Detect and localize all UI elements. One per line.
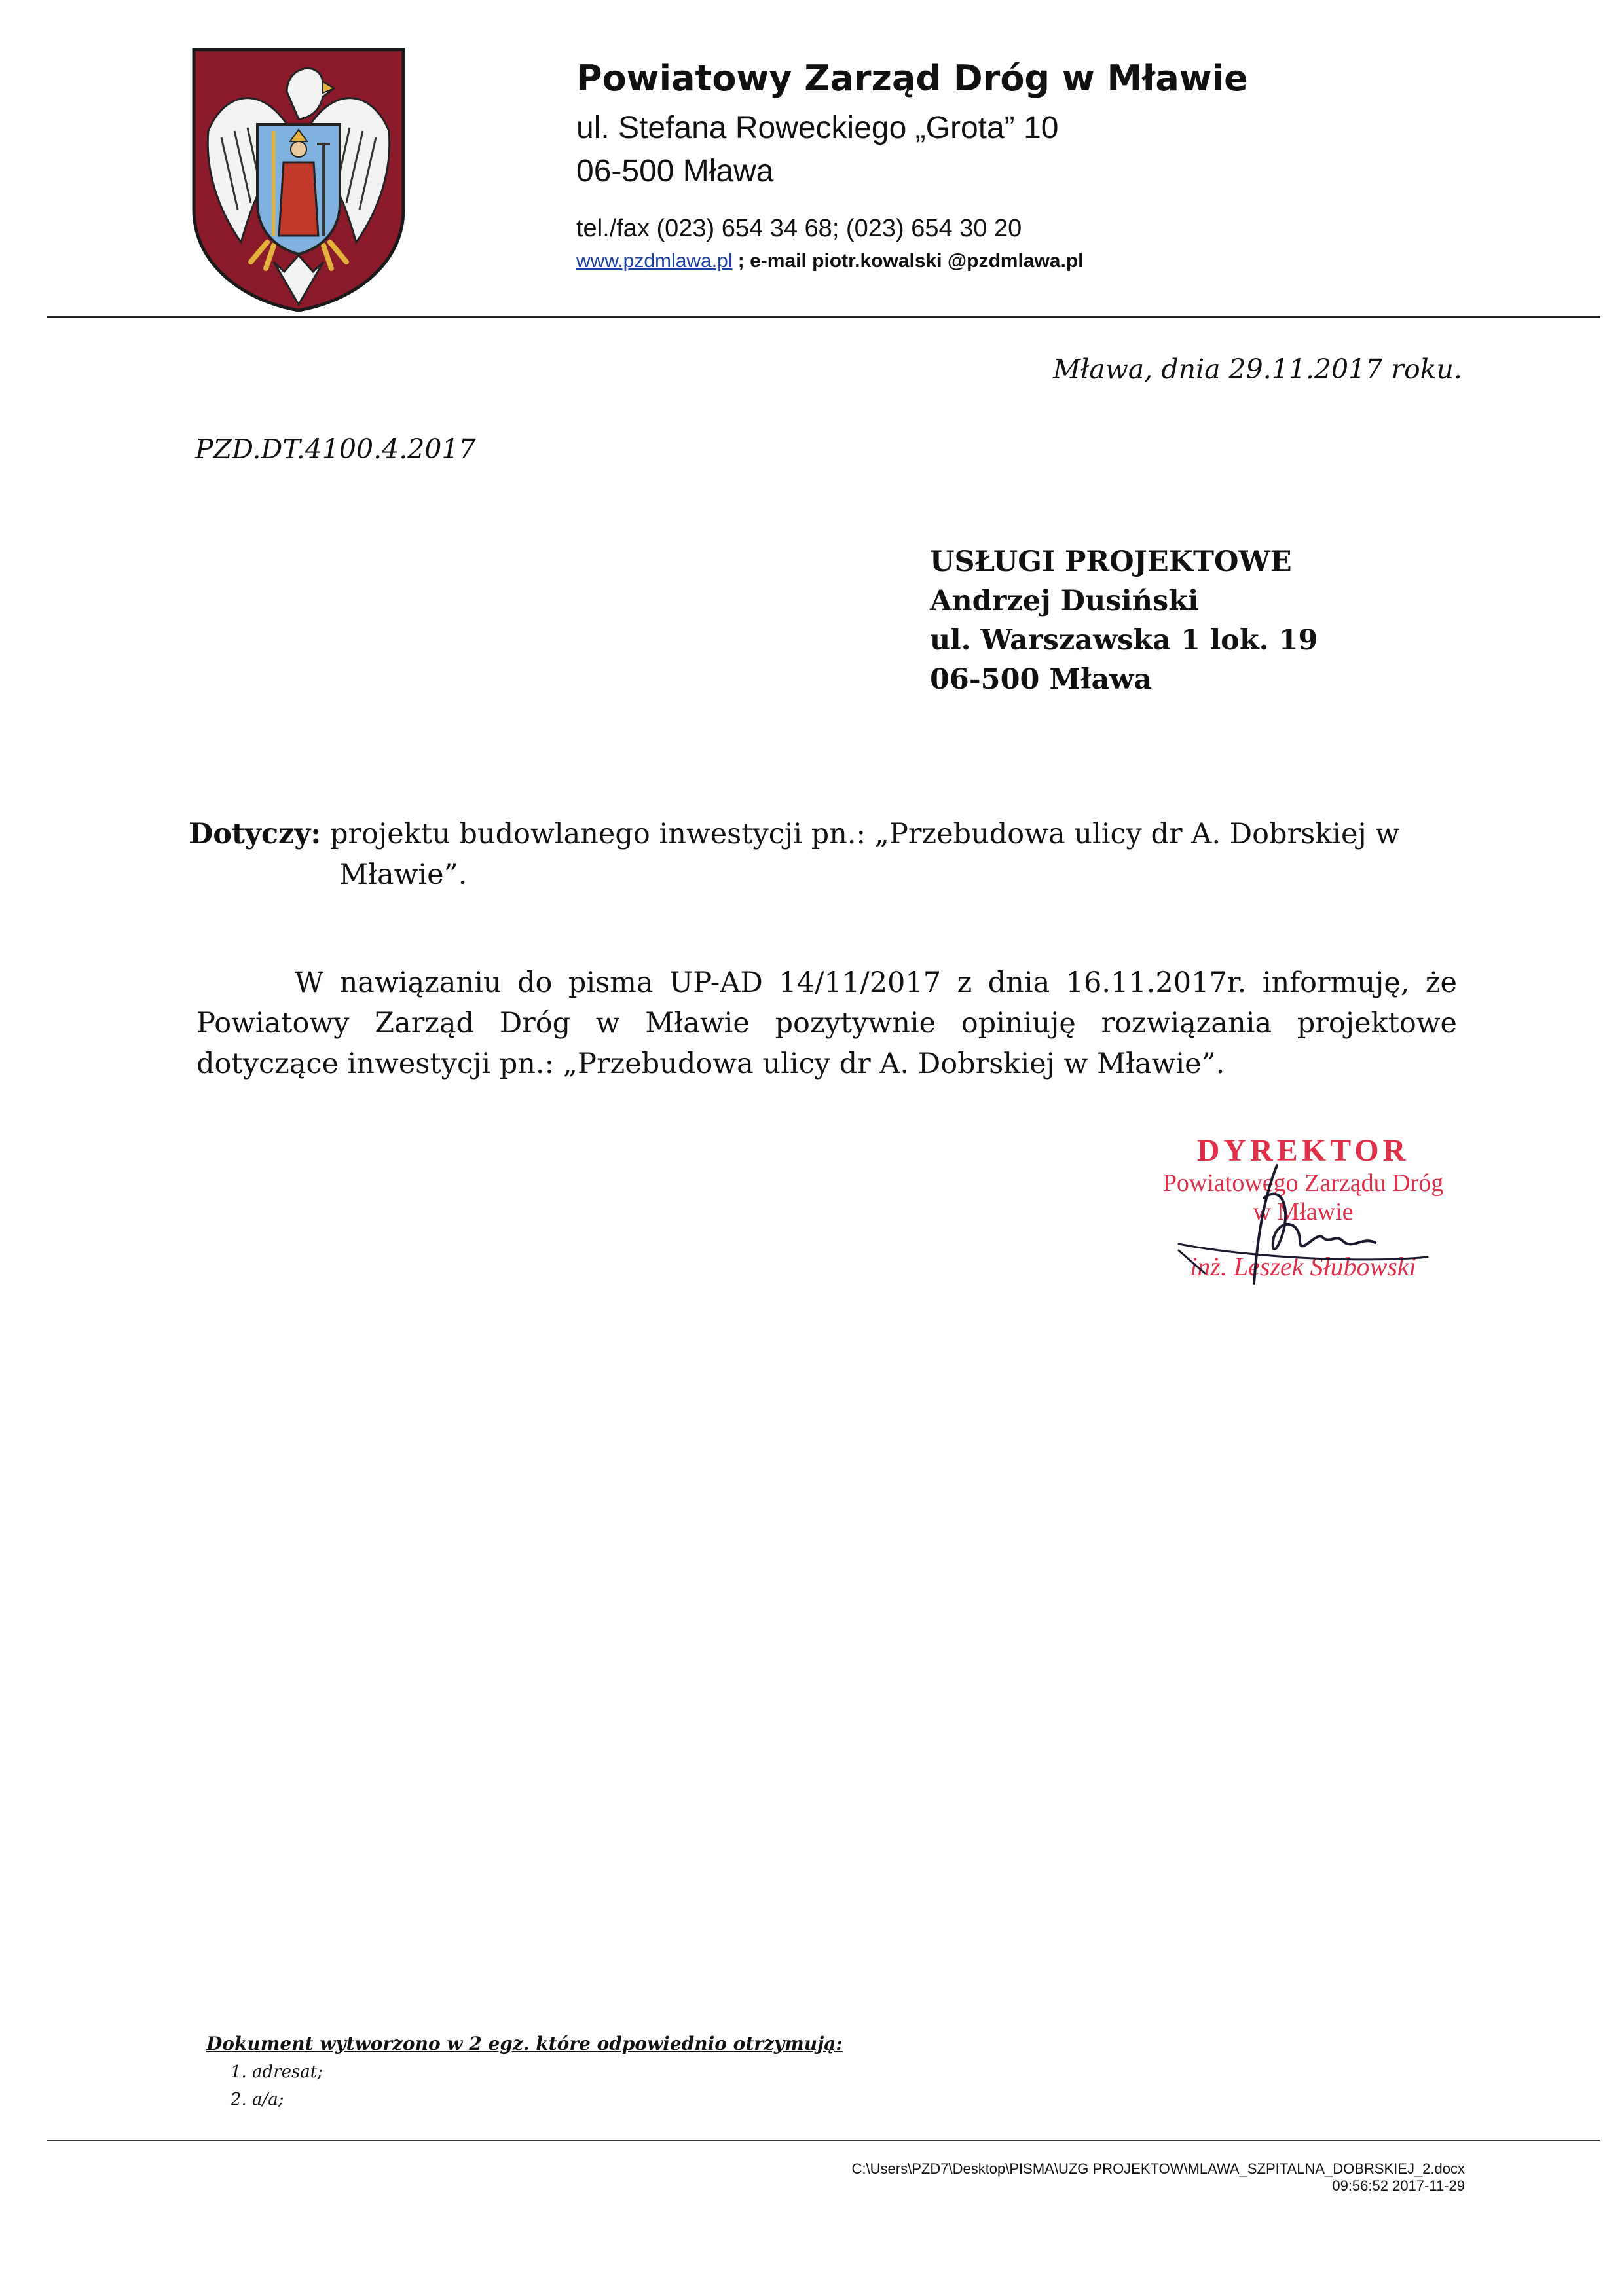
organization-street: ul. Stefana Roweckiego „Grota” 10 bbox=[576, 111, 1059, 145]
body-paragraph: W nawiązaniu do pisma UP-AD 14/11/2017 z dnia 16.11.2017r. informuję, że Powiatowy Zarząd Dróg w Mławie pozytywnie opiniuję rozwiązania projektowe dotyczące inwestycji pn.: „Przebudowa ulicy dr A. Dobrskiej w Mławie”. bbox=[196, 966, 1457, 1080]
handwritten-signature-icon bbox=[1166, 1159, 1441, 1303]
website-link[interactable]: www.pzdmlawa.pl bbox=[576, 250, 733, 272]
organization-phone: tel./fax (023) 654 34 68; (023) 654 30 20 bbox=[576, 215, 1022, 242]
reference-number: PZD.DT.4100.4.2017 bbox=[195, 433, 476, 465]
letter-date: Mława, dnia 29.11.2017 roku. bbox=[1053, 354, 1462, 385]
coat-of-arms-icon bbox=[189, 46, 409, 314]
stamp-signatory-name: inż. Leszek Słubowski bbox=[1190, 1252, 1416, 1281]
file-timestamp: 09:56:52 2017-11-29 bbox=[1332, 2178, 1465, 2194]
subject-text: projektu budowlanego inwestycji pn.: „Przebudowa ulicy dr A. Dobrskiej w bbox=[321, 818, 1400, 850]
organization-name: Powiatowy Zarząd Dróg w Mławie bbox=[576, 58, 1248, 99]
file-path: C:\Users\PZD7\Desktop\PISMA\UZG PROJEKTOW\MLAWA_SZPITALNA_DOBRSKIEJ_2.docx bbox=[851, 2160, 1465, 2177]
organization-city: 06-500 Mława bbox=[576, 154, 774, 189]
email-address[interactable]: piotr.kowalski @pzdmlawa.pl bbox=[812, 250, 1084, 272]
distribution-item: 2. a/a; bbox=[252, 2086, 843, 2113]
subject-label: Dotyczy: bbox=[189, 818, 322, 850]
subject-block bbox=[189, 814, 1472, 895]
stamp-institution-line1: Powiatowego Zarządu Dróg bbox=[1162, 1169, 1444, 1197]
stamp-institution-line2: w Mławie bbox=[1253, 1198, 1354, 1226]
organization-contact-line bbox=[576, 250, 1084, 272]
recipient-city: 06-500 Mława bbox=[930, 663, 1153, 696]
distribution-list bbox=[206, 2033, 843, 2113]
distribution-items bbox=[206, 2058, 843, 2113]
recipient-address bbox=[930, 542, 1318, 699]
recipient-name: Andrzej Dusiński bbox=[930, 585, 1199, 617]
contact-separator: ; bbox=[732, 250, 750, 272]
file-path-footer bbox=[852, 2160, 1465, 2195]
subject-text-continuation: Mławie”. bbox=[339, 858, 468, 891]
distribution-item: 1. adresat; bbox=[252, 2058, 843, 2086]
stamp-title: DYREKTOR bbox=[1196, 1133, 1410, 1168]
email-label: e-mail bbox=[750, 250, 813, 272]
recipient-company: USŁUGI PROJEKTOWE bbox=[930, 545, 1292, 578]
recipient-street: ul. Warszawska 1 lok. 19 bbox=[930, 624, 1318, 657]
footer-divider bbox=[47, 2140, 1600, 2141]
header-divider bbox=[47, 316, 1600, 318]
distribution-heading: Dokument wytworzono w 2 egz. które odpowiednio otrzymują: bbox=[206, 2033, 843, 2054]
letter-body bbox=[196, 962, 1457, 1084]
